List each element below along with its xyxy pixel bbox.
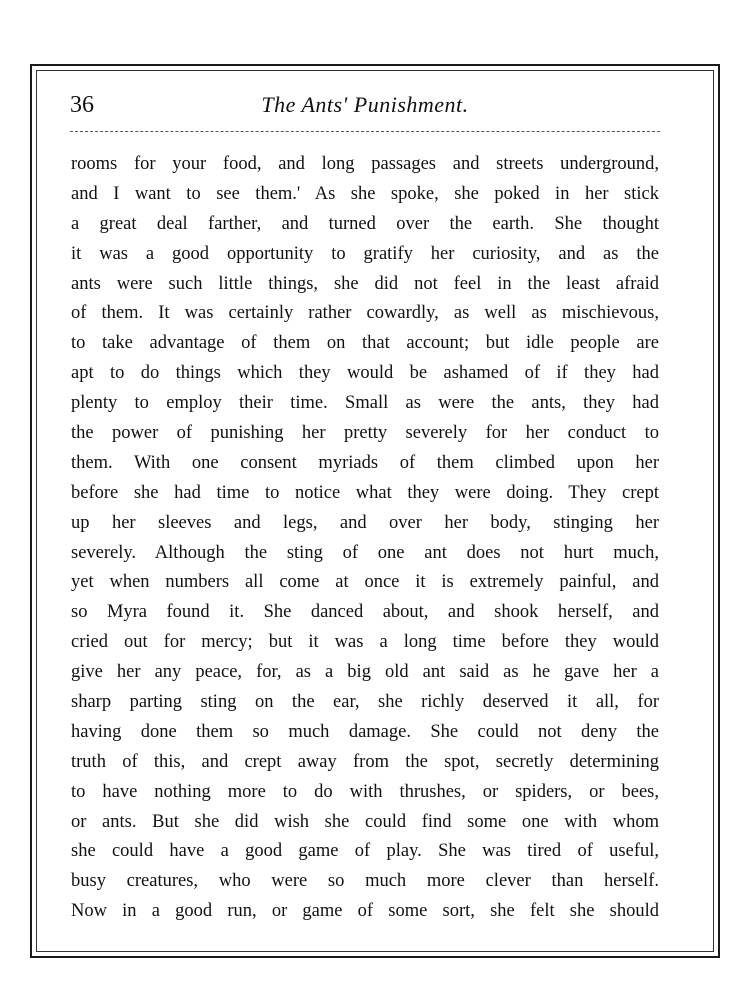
page-header	[70, 88, 660, 124]
text-line: severely. Although the sting of one ant does not hurt much,	[71, 542, 659, 563]
text-line: of them. It was certainly rather cowardly, as well as mischievous,	[71, 303, 659, 324]
text-line: a great deal farther, and turned over the earth. She thought	[71, 213, 659, 234]
header-rule	[70, 131, 660, 132]
text-line: truth of this, and crept away from the spot, secretly determining	[71, 751, 659, 772]
text-line: before she had time to notice what they were doing. They crept	[71, 482, 659, 503]
text-line: it was a good opportunity to gratify her curiosity, and as the	[71, 243, 659, 264]
text-line: apt to do things which they would be ashamed of if they had	[71, 363, 659, 384]
text-line: and I want to see them.' As she spoke, she poked in her stick	[71, 183, 659, 204]
text-line: or ants. But she did wish she could find some one with whom	[71, 811, 659, 832]
page-number: 36	[70, 92, 94, 118]
text-line: cried out for mercy; but it was a long time before they would	[71, 632, 659, 653]
text-line: busy creatures, who were so much more clever than herself.	[71, 871, 659, 892]
text-line: sharp parting sting on the ear, she richly deserved it all, for	[71, 692, 659, 713]
text-line: plenty to employ their time. Small as were the ants, they had	[71, 393, 659, 414]
text-line: give her any peace, for, as a big old ant said as he gave her a	[71, 662, 659, 683]
running-title: The Ants' Punishment.	[261, 92, 469, 117]
text-line: them. With one consent myriads of them climbed upon her	[71, 452, 659, 473]
text-line: up her sleeves and legs, and over her body, stinging her	[71, 512, 659, 533]
text-line: the power of punishing her pretty severely for her conduct to	[71, 423, 659, 444]
text-line: to have nothing more to do with thrushes, or spiders, or bees,	[71, 781, 659, 802]
text-line: having done them so much damage. She could not deny the	[71, 721, 659, 742]
text-line: yet when numbers all come at once it is extremely painful, and	[71, 572, 659, 593]
text-line: she could have a good game of play. She was tired of useful,	[71, 841, 659, 862]
body-text	[71, 150, 659, 927]
text-line: so Myra found it. She danced about, and shook herself, and	[71, 602, 659, 623]
text-line: rooms for your food, and long passages and streets underground,	[71, 154, 659, 174]
text-line: ants were such little things, she did not feel in the least afraid	[71, 273, 659, 294]
text-line: Now in a good run, or game of some sort, she felt she should	[71, 901, 659, 922]
text-line: to take advantage of them on that account; but idle people are	[71, 333, 659, 354]
